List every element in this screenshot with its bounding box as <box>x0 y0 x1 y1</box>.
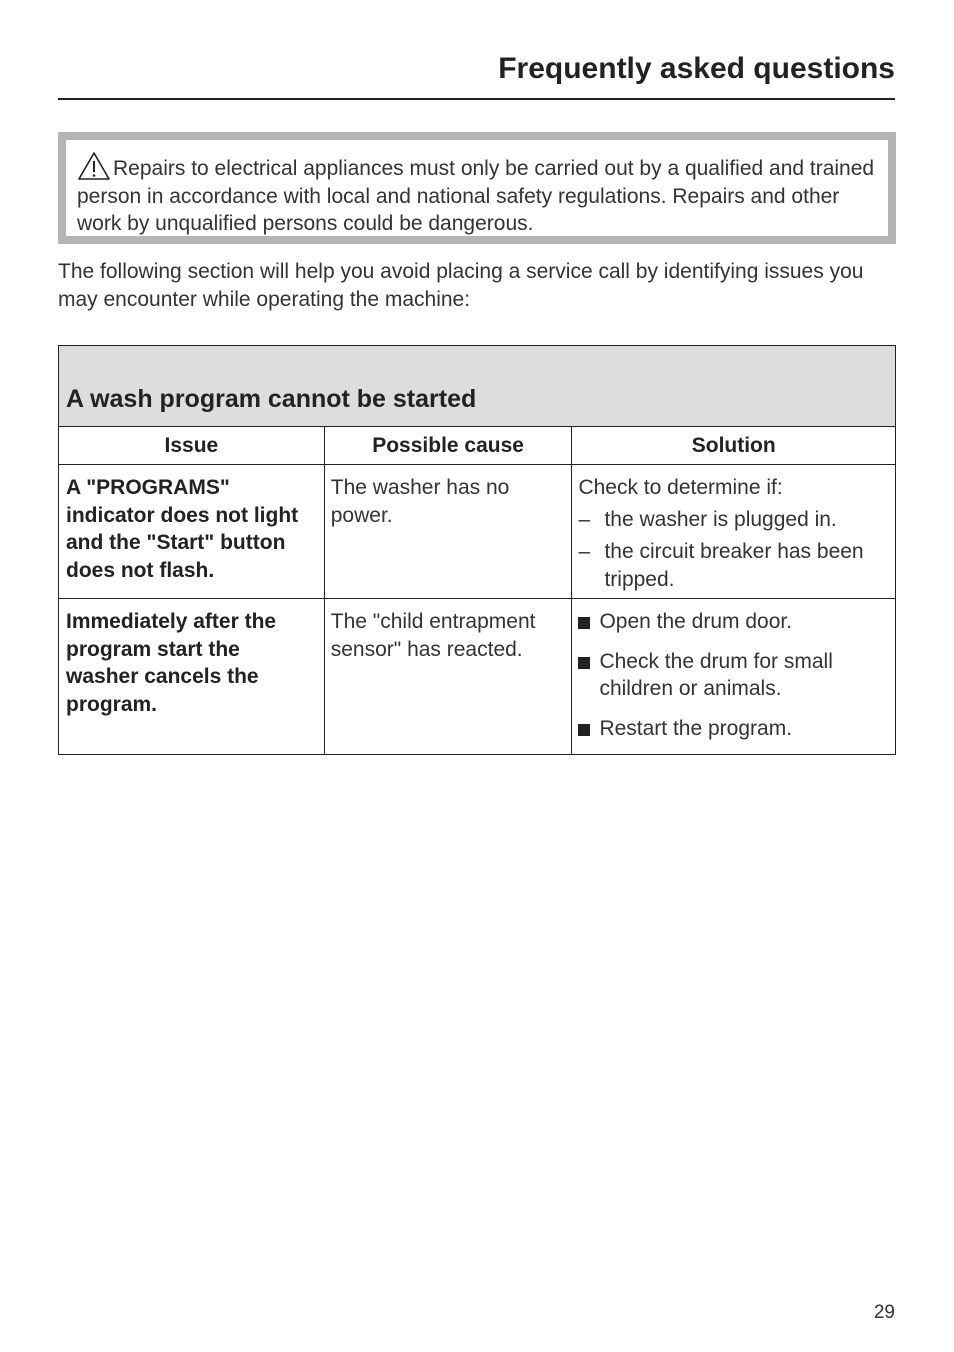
list-item <box>578 715 889 743</box>
solution-cell <box>572 599 896 755</box>
list-item <box>578 608 889 636</box>
intro-paragraph: The following section will help you avoid placing a service call by identifying issues you may encounter while operating the machine: <box>58 260 864 311</box>
title-divider <box>58 98 895 100</box>
issue-cell: Immediately after the program start the washer cancels the program. <box>59 599 325 755</box>
column-header-issue: Issue <box>59 427 325 465</box>
list-item-text: the washer is plugged in. <box>604 507 837 531</box>
list-item <box>578 648 889 703</box>
list-item-text: Open the drum door. <box>599 610 793 633</box>
list-item-text: Restart the program. <box>599 716 793 740</box>
table-row <box>59 465 896 599</box>
page-number: 29 <box>873 1302 895 1323</box>
column-header-solution: Solution <box>572 427 896 465</box>
cause-cell: The washer has no power. <box>324 465 572 599</box>
list-item-text: Check the drum for small children or animals. <box>599 649 833 700</box>
solution-intro: Check to determine if: <box>578 476 783 499</box>
warning-box <box>58 132 896 244</box>
section-title: A wash program cannot be started <box>59 346 896 427</box>
dash-bullet: – <box>578 540 591 563</box>
square-bullet-icon <box>578 724 590 736</box>
dash-bullet: – <box>578 507 591 531</box>
issue-cell: A "PROGRAMS" indicator does not light and the "Start" button does not flash. <box>59 465 325 599</box>
cause-cell: The "child entrapment sensor" has reacted. <box>324 599 572 755</box>
warning-text: Repairs to electrical appliances must only be carried out by a qualified and trained person in accordance with local and national safety regulations. Repairs and other work by unqualified persons could be dangerous. <box>77 157 875 235</box>
table-row <box>59 599 896 755</box>
square-bullet-icon <box>578 657 590 669</box>
square-bullet-icon <box>578 617 590 629</box>
list-item <box>578 506 889 534</box>
list-item-text: the circuit breaker has been tripped. <box>604 540 864 591</box>
page-title: Frequently asked questions <box>498 52 895 85</box>
solution-cell <box>572 465 896 599</box>
faq-table <box>58 345 896 755</box>
warning-triangle-icon <box>77 151 111 181</box>
list-item <box>578 538 889 593</box>
column-header-cause: Possible cause <box>324 427 572 465</box>
